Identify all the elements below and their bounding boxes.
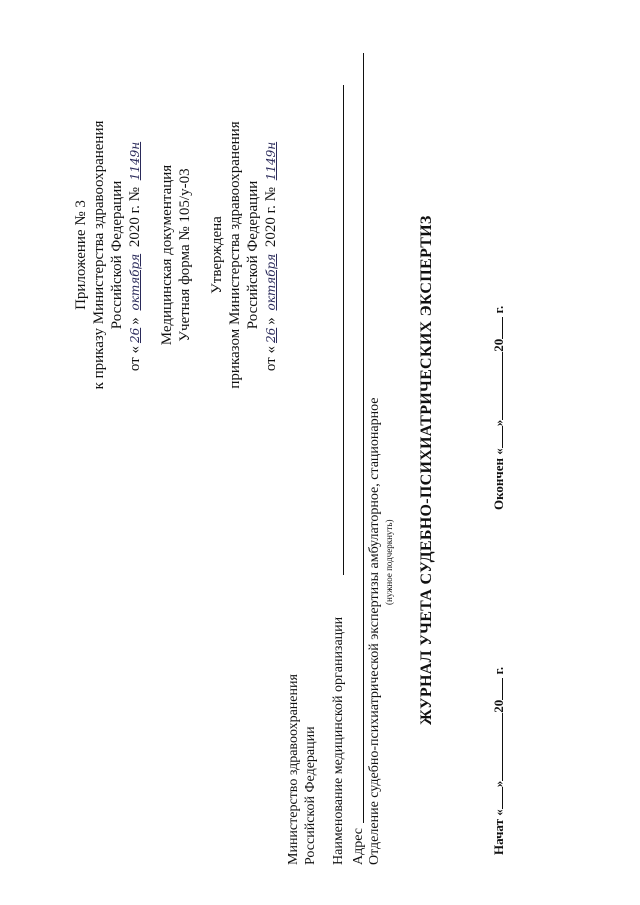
approved-number-handwritten: 1149н — [264, 141, 278, 181]
approved-date-mid: » — [263, 317, 279, 325]
medical-doc-line-2: Учетная форма № 105/у-03 — [177, 168, 193, 342]
approved-day-handwritten: 26 — [264, 327, 278, 344]
started-label: Начат « — [491, 809, 506, 855]
annex-month-handwritten: октября — [128, 253, 142, 311]
ended-label: Окончен « — [491, 448, 506, 510]
approved-title: Утверждена — [209, 216, 225, 294]
address-underline — [363, 53, 364, 823]
annex-line-1: к приказу Министерства здравоохранения — [91, 120, 107, 390]
annex-title: Приложение № 3 — [73, 200, 89, 310]
approved-date-line — [262, 45, 280, 465]
header-right-block — [72, 45, 280, 465]
ended-close: » — [491, 419, 506, 427]
org-name-label: Наименование медицинской организации — [331, 616, 346, 865]
ended-date-line — [490, 306, 507, 510]
journal-title: ЖУРНАЛ УЧЕТА СУДЕБНО-ПСИХИАТРИЧЕСКИХ ЭКСПЕРТИЗ — [418, 215, 435, 725]
department-note: (нужное подчеркнуть) — [384, 519, 394, 605]
annex-day-handwritten: 26 — [128, 327, 142, 344]
annex-date-mid: » — [127, 317, 143, 325]
medical-doc-line-1: Медицинская документация — [159, 164, 175, 346]
annex-number-handwritten: 1149н — [128, 141, 142, 181]
ended-day-blank — [490, 426, 503, 448]
annex-line-2: Российской Федерации — [109, 180, 125, 330]
started-date-line — [490, 667, 507, 855]
approved-line-2: Российской Федерации — [245, 180, 261, 330]
org-name-field — [330, 65, 348, 865]
started-close: » — [491, 780, 506, 788]
approved-date-prefix: от « — [263, 346, 279, 372]
address-label: Адрес — [351, 827, 366, 865]
started-month-blank — [490, 713, 503, 781]
started-year: 20 — [491, 699, 506, 713]
org-name-underline — [343, 85, 344, 575]
department-field — [366, 398, 383, 866]
department-label: Отделение судебно-психиатрической экспертизы амбулаторное, стационарное — [367, 397, 382, 865]
ended-year-blank — [490, 317, 503, 339]
approved-month-handwritten: октября — [264, 253, 278, 311]
ended-year: 20 — [491, 338, 506, 352]
annex-date-prefix: от « — [127, 346, 143, 372]
ministry-line-2: Российской Федерации — [303, 726, 318, 865]
annex-date-year: 2020 г. № — [127, 187, 143, 248]
ended-month-blank — [490, 352, 503, 420]
ended-suffix: г. — [491, 305, 506, 314]
annex-date-line — [126, 45, 144, 465]
ministry-block — [285, 674, 319, 865]
started-year-blank — [490, 678, 503, 700]
approved-line-1: приказом Министерства здравоохранения — [227, 121, 243, 389]
approved-date-year: 2020 г. № — [263, 187, 279, 248]
started-suffix: г. — [491, 666, 506, 675]
started-day-blank — [490, 787, 503, 809]
ministry-line-1: Министерство здравоохранения — [286, 674, 301, 865]
